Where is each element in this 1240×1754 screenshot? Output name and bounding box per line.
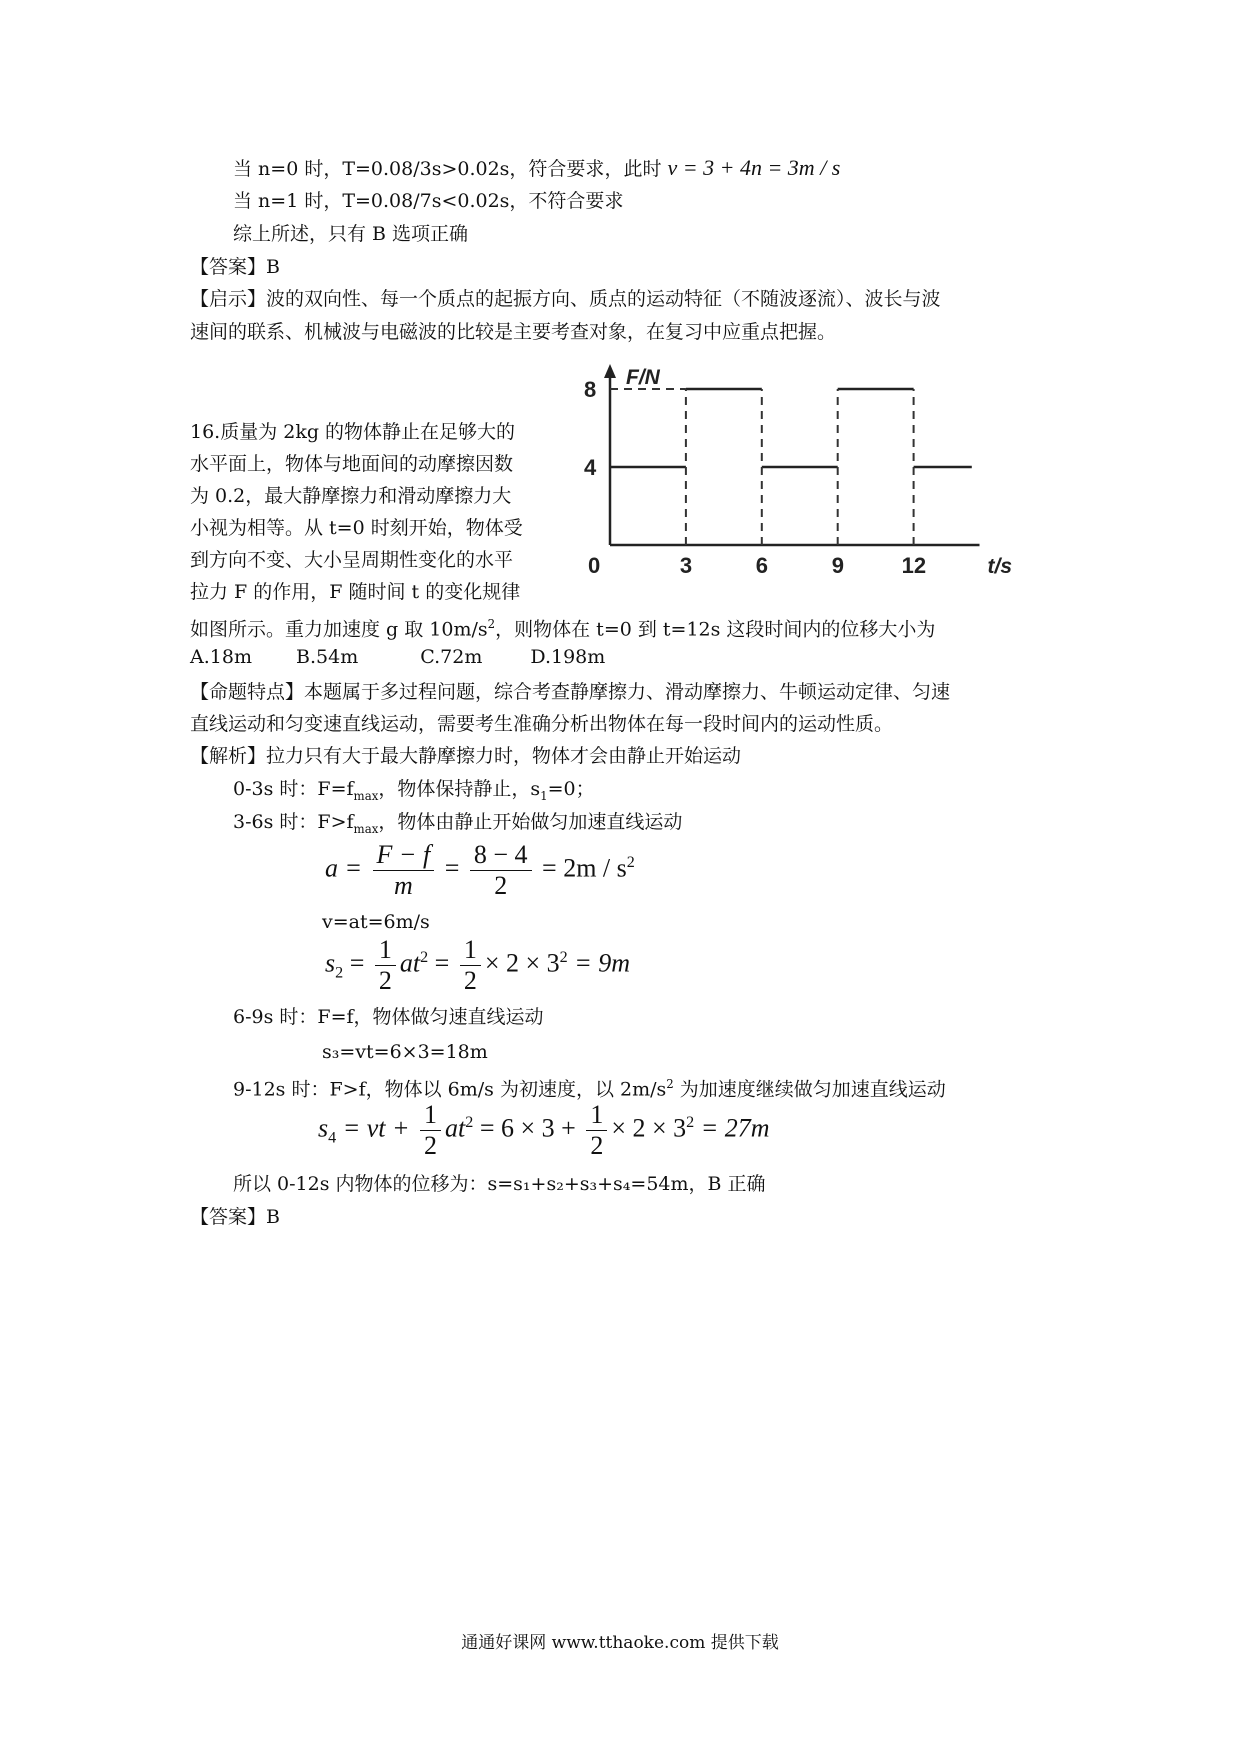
- x-axis-label: t/s: [987, 555, 1013, 578]
- velocity-formula: v = 3 + 4n = 3m / s: [667, 155, 841, 180]
- option-d: D.198m: [530, 646, 606, 668]
- features-text: 直线运动和匀变速直线运动，需要考生准确分析出物体在每一段时间内的运动性质。: [190, 713, 894, 735]
- analysis-step: 0-3s 时：$F=f_{max}$，物体保持静止，$s_1=0$；: [233, 778, 595, 803]
- y-tick-label: 8: [584, 377, 597, 402]
- analysis-intro: 【解析】拉力只有大于最大静摩擦力时，物体才会由静止开始运动: [190, 745, 742, 767]
- question-text: 如图所示。重力加速度 g 取 $10m/s^2$，则物体在 t=0 到 t=12s 这段时间内的位移大小为: [190, 617, 936, 641]
- answer-label: 【答案】B: [190, 256, 280, 278]
- hint-text: 【启示】波的双向性、每一个质点的起振方向、质点的运动特征（不随波逐流）、波长与波: [190, 288, 941, 310]
- y-axis-label: F/N: [626, 366, 660, 389]
- option-b: B.54m: [296, 646, 359, 668]
- force-time-chart: [570, 350, 1040, 590]
- answer-label: 【答案】B: [190, 1206, 280, 1228]
- features-text: 【命题特点】本题属于多过程问题，综合考查静摩擦力、滑动摩擦力、牛顿运动定律、匀速: [190, 681, 951, 703]
- velocity-line: v=at=6m/s: [322, 911, 430, 933]
- x-tick-label: 0: [588, 553, 601, 578]
- analysis-step: 9-12s 时：F>f，物体以 6m/s 为初速度，以 $2m/s^2$ 为加速度继续做匀加速直线运动: [233, 1077, 946, 1101]
- question-text: 为 0.2，最大静摩擦力和滑动摩擦力大: [190, 485, 512, 507]
- answer-options: [190, 645, 605, 669]
- text-line: 当 n=0 时，T=0.08/3s>0.02s，符合要求，此时 v = 3 + 4n = 3m / s: [233, 155, 841, 180]
- x-tick-label: 12: [901, 553, 927, 578]
- s3-equation: s₃=vt=6×3=18m: [322, 1041, 488, 1063]
- page-footer: 通通好课网 www.tthaoke.com 提供下载: [461, 1633, 779, 1653]
- text-line: 当 n=1 时，T=0.08/7s<0.02s，不符合要求: [233, 190, 624, 212]
- y-axis-arrow: [604, 364, 616, 378]
- text-line: 综上所述，只有 B 选项正确: [233, 223, 469, 245]
- question-text: 拉力 F 的作用，F 随时间 t 的变化规律: [190, 581, 521, 603]
- question-text: 小视为相等。从 t=0 时刻开始，物体受: [190, 517, 523, 539]
- question-text: 到方向不变、大小呈周期性变化的水平: [190, 549, 514, 571]
- analysis-total: 所以 0-12s 内物体的位移为：s=s₁+s₂+s₃+s₄=54m，B 正确: [233, 1173, 766, 1195]
- s2-equation: $s_2$ = $\frac{1}{2}$ $at^2$ = $\frac{1}{2}$ × $2 \times 3^2 = 9m$: [325, 935, 631, 995]
- s4-equation: $s_4$ = vt + $\frac{1}{2}$ $at^2 = 6 \times 3$ + $\frac{1}{2}$ × $2 \times 3^2 = 27m$: [318, 1100, 770, 1160]
- option-a: A.18m: [190, 646, 252, 668]
- x-tick-label: 3: [679, 553, 693, 578]
- question-text: 16.质量为 2kg 的物体静止在足够大的: [190, 421, 516, 443]
- hint-text: 速间的联系、机械波与电磁波的比较是主要考查对象，在复习中应重点把握。: [190, 321, 837, 343]
- question-text: 水平面上，物体与地面间的动摩擦因数: [190, 453, 514, 475]
- acceleration-equation: a = $\frac{F - f}{m}$ = $\frac{8 - 4}{2}$ = $2m / s^2$: [325, 840, 635, 900]
- option-c: C.72m: [420, 646, 483, 668]
- analysis-step: 3-6s 时：$F>f_{max}$，物体由静止开始做匀加速直线运动: [233, 811, 683, 836]
- analysis-step: 6-9s 时：F=f，物体做匀速直线运动: [233, 1006, 544, 1028]
- x-tick-label: 6: [755, 553, 769, 578]
- x-tick-label: 9: [831, 553, 844, 578]
- y-tick-label: 4: [584, 455, 597, 480]
